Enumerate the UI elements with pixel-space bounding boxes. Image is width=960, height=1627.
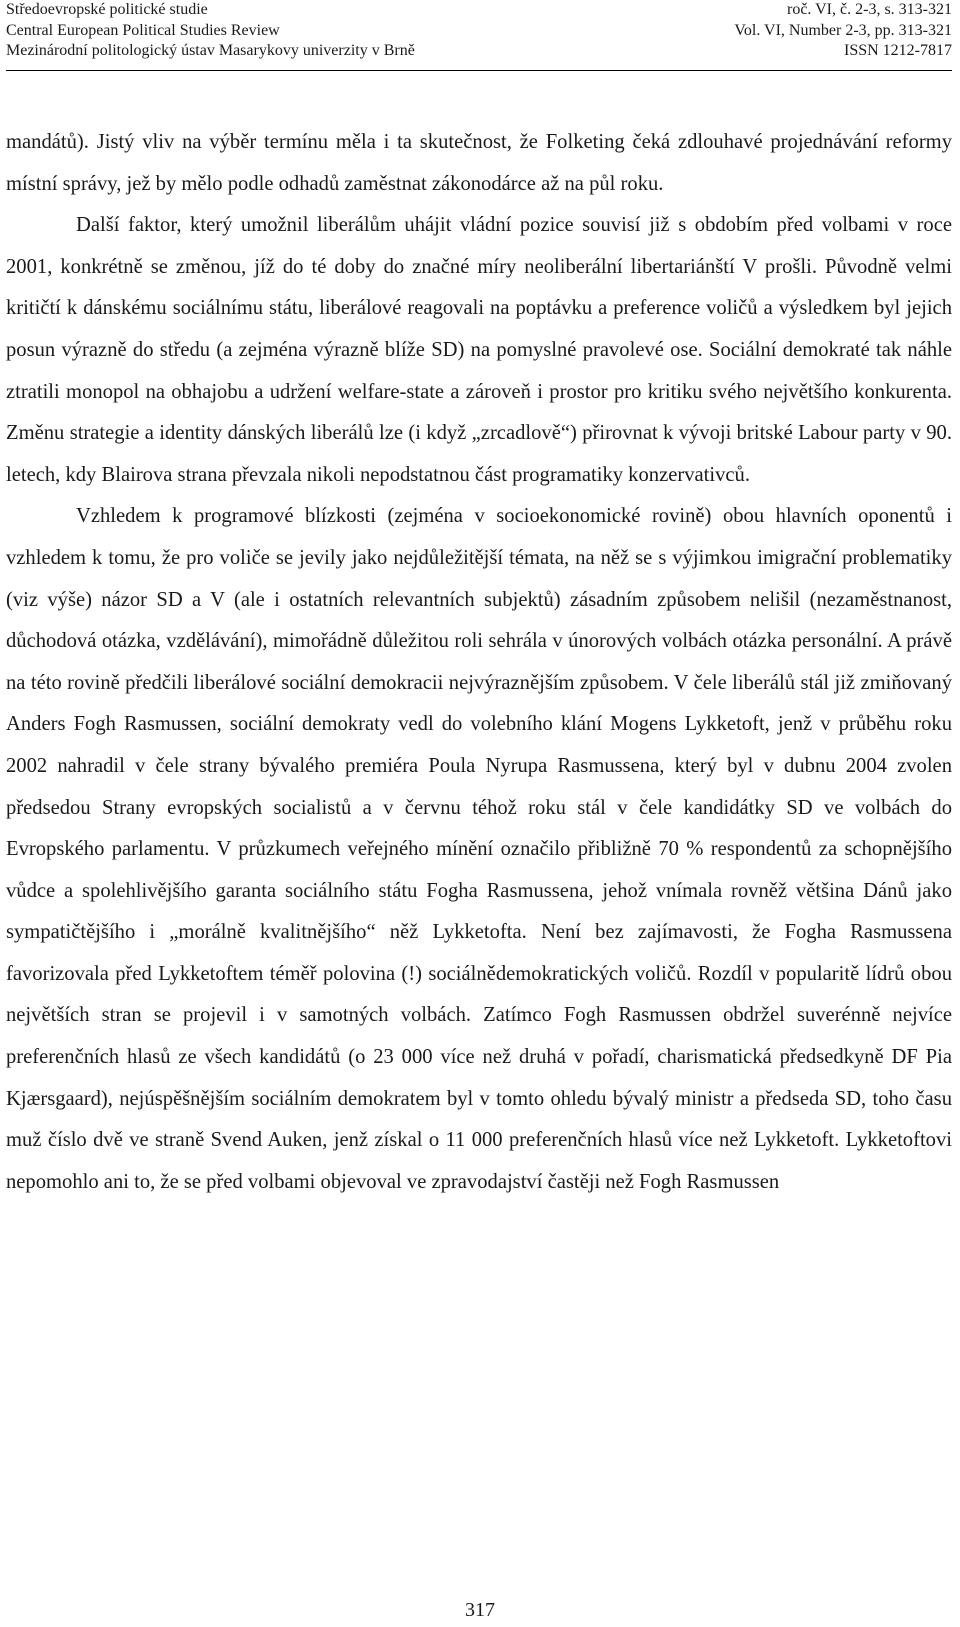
- paragraph: Vzhledem k programové blízkosti (zejména v socioekonomické rovině) obou hlavních oponentů i vzhledem k tomu, že pro voliče se jevily jako nejdůležitější témata, na něž se s výjimkou imigrační problematiky (viz výše) názor SD a V (ale i ostatních relevantních subjektů) zásadním způsobem nelišil (nezaměstnanost, důchodová otázka, vzdělávání), mimořádně důležitou roli sehrála v únorových volbách otázka personální. A právě na této rovině předčili liberálové sociální demokracii nejvýraznějším způsobem. V čele liberálů stál již zmiňovaný Anders Fogh Rasmussen, sociální demokraty vedl do volebního klání Mogens Lykketoft, jenž v průběhu roku 2002 nahradil v čele strany bývalého premiéra Poula Nyrupa Rasmussena, který byl v dubnu 2004 zvolen předsedou Strany evropských socialistů a v červnu téhož roku stál v čele kandidátky SD ve volbách do Evropského parlamentu. V průzkumech veřejného mínění označilo přibližně 70 % respondentů za schopnějšího vůdce a spolehlivějšího garanta sociálního státu Fogha Rasmussena, jehož vnímala rovněž většina Dánů jako sympatičtějšího i „morálně kvalitnějšího“ něž Lykketofta. Není bez zajímavosti, že Fogha Rasmussena favorizovala před Lykketoftem téměř polovina (!) sociálnědemokratických voličů. Rozdíl v popularitě lídrů obou největších stran se projevil i v samotných volbách. Zatímco Fogh Rasmussen obdržel suverénně nejvíce preferenčních hlasů ze všech kandidátů (o 23 000 více než druhá v pořadí, charismatická předsedkyně DF Pia Kjærsgaard), nejúspěšnějším sociálním demokratem byl v tomto ohledu bývalý ministr a předseda SD, toho času muž číslo dvě ve straně Svend Auken, jenž získal o 11 000 preferenčních hlasů více než Lykketoft. Lykketoftovi nepomohlo ani to, že se před volbami objevoval ve zpravodajství častěji než Fogh Rasmussen: [6, 505, 952, 1193]
- publisher-name: Mezinárodní politologický ústav Masarykovy univerzity v Brně: [6, 42, 415, 59]
- issn: ISSN 1212-7817: [843, 42, 952, 59]
- header-row-2: [6, 21, 952, 42]
- article-body: [6, 122, 952, 1203]
- page-header: [6, 0, 952, 71]
- journal-title-cz: Středoevropské politické studie: [6, 1, 208, 18]
- header-row-1: [6, 0, 952, 21]
- paragraph: Další faktor, který umožnil liberálům uhájit vládní pozice souvisí již s obdobím před volbami v roce 2001, konkrétně se změnou, jíž do té doby do značné míry neoliberální libertariánští V prošli. Původně velmi kritičtí k dánskému sociálnímu státu, liberálové reagovali na poptávku a preference voličů a výsledkem byl jejich posun výrazně do středu (a zejména výrazně blíže SD) na pomyslné pravolevé ose. Sociální demokraté tak náhle ztratili monopol na obhajobu a udržení welfare-state a zároveň i prostor pro kritiku svého největšího konkurenta. Změnu strategie a identity dánských liberálů lze (i když „zrcadlově“) přirovnat k vývoji britské Labour party v 90. letech, kdy Blairova strana převzala nikoli nepodstatnou část programatiky konzervativců.: [6, 214, 952, 486]
- page-number: 317: [465, 1599, 495, 1621]
- issue-info-en: Vol. VI, Number 2-3, pp. 313-321: [734, 21, 952, 39]
- issue-info-cz: roč. VI, č. 2-3, s. 313-321: [786, 1, 952, 18]
- journal-title-en: Central European Political Studies Review: [6, 21, 280, 39]
- header-row-3: [6, 41, 952, 62]
- paragraph: mandátů). Jistý vliv na výběr termínu měla i ta skutečnost, že Folketing čeká zdlouhavé projednávání reformy místní správy, jež by mělo podle odhadů zaměstnat zákonodárce až na půl roku.: [6, 131, 952, 195]
